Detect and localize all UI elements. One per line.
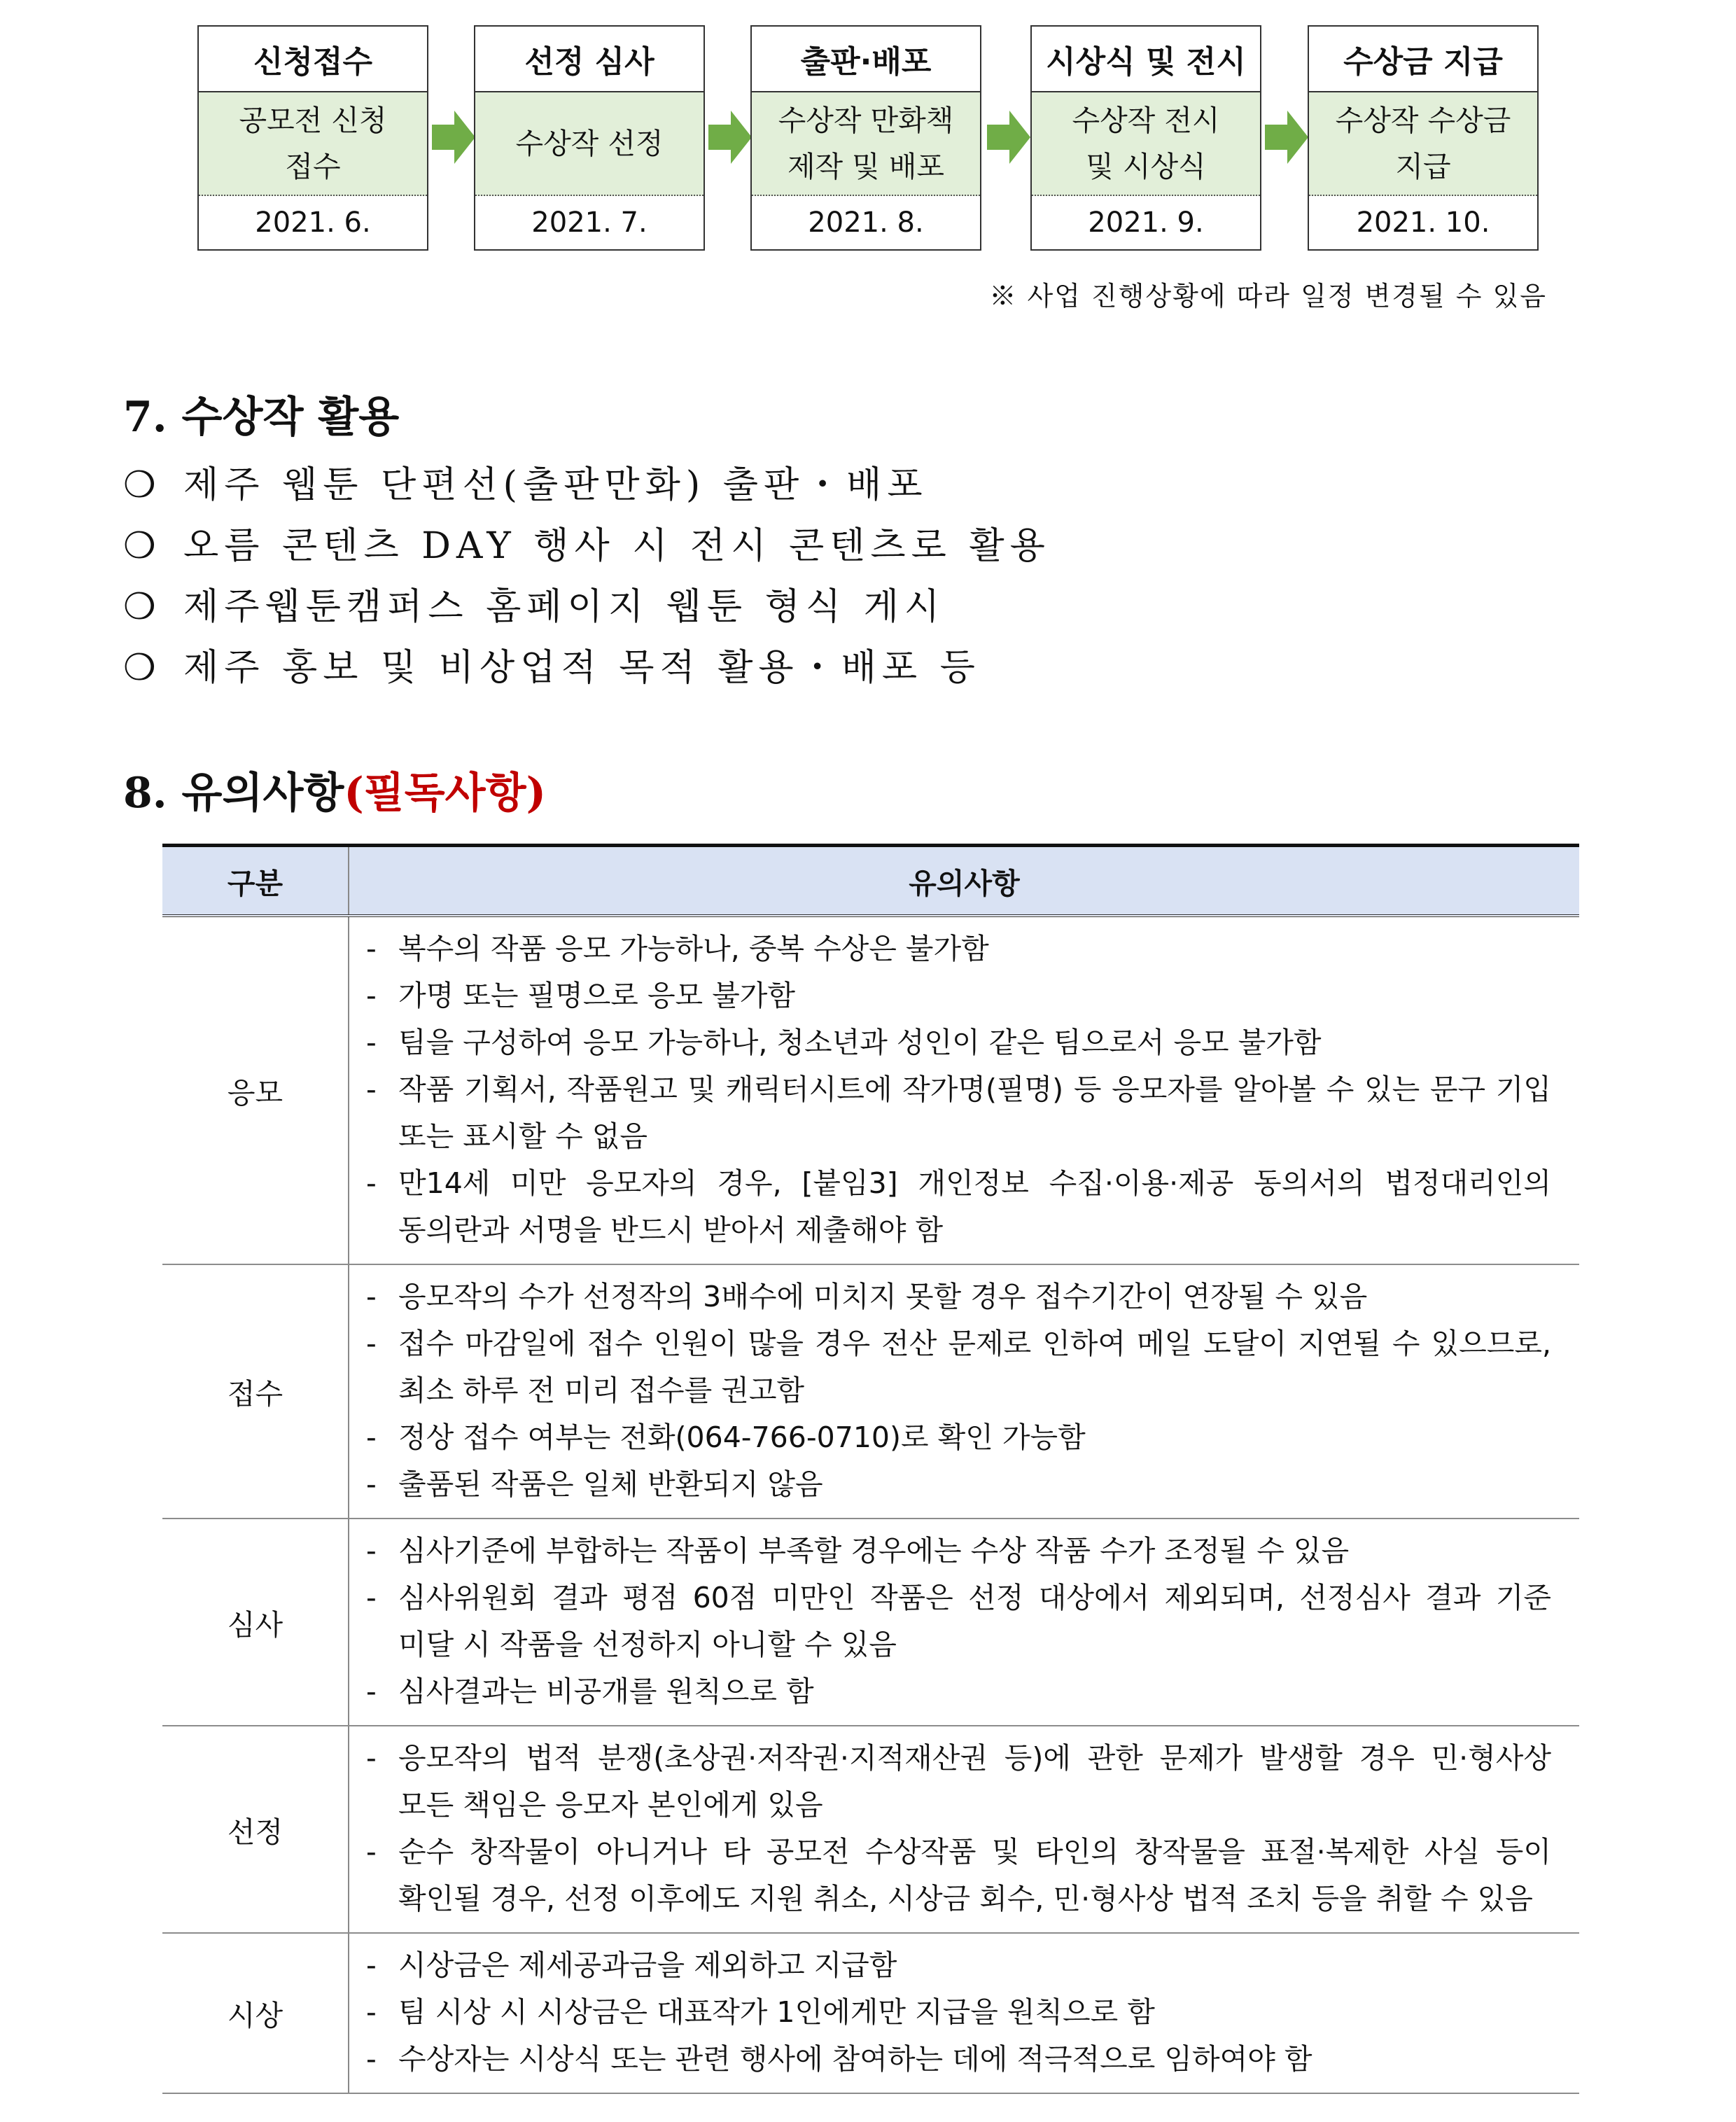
section-7-heading: 7. 수상작 활용 [123,393,400,442]
dash-bullet-icon: - [366,1280,377,1313]
notice-table [162,844,1579,2094]
dash-bullet-icon: - [366,1166,377,1200]
notice-item [366,972,1551,1019]
step-date: 2021. 8. [808,207,924,239]
notice-item [366,2036,1551,2083]
list-item [123,638,1051,699]
arrow-right-icon [987,111,1030,164]
step-title: 신청접수 [199,27,427,92]
notice-item [366,1461,1551,1508]
process-step [750,25,981,251]
table-row [162,916,1579,1264]
notice-item [366,1066,1551,1160]
dash-bullet-icon: - [366,979,377,1012]
section-8-highlight: (필독사항) [344,769,546,818]
notice-item-text: 작품 기획서, 작품원고 및 캐릭터시트에 작가명(필명) 등 응모자를 알아볼 수 있는 문구 기입 또는 표시할 수 없음 [398,1073,1551,1153]
section-8-title: 8. 유의사항 [123,769,344,818]
notice-item-text: 만14세 미만 응모자의 경우, [붙임3] 개인정보 수집·이용·제공 동의서의 법정대리인의 동의란과 서명을 반드시 받아서 제출해야 함 [398,1166,1551,1247]
circle-bullet-icon: ❍ [123,647,156,689]
circle-bullet-icon: ❍ [123,464,156,506]
section-8-heading [123,760,546,820]
dash-bullet-icon: - [366,1073,377,1106]
table-row [162,1264,1579,1519]
step-date: 2021. 7. [531,207,648,239]
row-items [349,1519,1579,1726]
table-header-row [162,846,1579,916]
arrow-right-icon [432,111,475,164]
step-description: 공모전 신청 접수 [199,92,427,196]
row-items [349,916,1579,1264]
notice-item [366,1735,1551,1829]
list-item [123,516,1051,577]
notice-item-text: 출품된 작품은 일체 반환되지 않음 [398,1467,823,1501]
row-items [349,1726,1579,1933]
dash-bullet-icon: - [366,1534,377,1568]
step-description: 수상작 수상금 지급 [1309,92,1537,196]
notice-item [366,1829,1551,1922]
notice-item-text: 응모작의 수가 선정작의 3배수에 미치지 못할 경우 접수기간이 연장될 수 있음 [398,1280,1368,1313]
step-description: 수상작 만화책 제작 및 배포 [752,92,980,196]
process-step [197,25,428,251]
header-category: 구분 [162,846,349,916]
row-category: 응모 [162,916,349,1264]
notice-item-text: 수상자는 시상식 또는 관련 행사에 참여하는 데에 적극적으로 임하여야 함 [398,2042,1312,2076]
process-step [474,25,705,251]
step-title: 출판·배포 [752,27,980,92]
notice-item-text: 응모작의 법적 분쟁(초상권·저작권·지적재산권 등)에 관한 문제가 발생할 경우 민·형사상 모든 책임은 응모자 본인에게 있음 [398,1741,1551,1822]
step-description: 수상작 전시 및 시상식 [1032,92,1260,196]
row-category: 접수 [162,1264,349,1519]
notice-item [366,1989,1551,2036]
step-title: 선정 심사 [475,27,704,92]
row-items [349,1264,1579,1519]
table-row [162,1726,1579,1933]
notice-item [366,1575,1551,1668]
notice-item [366,1160,1551,1254]
header-notice: 유의사항 [349,846,1579,916]
notice-item-text: 팀 시상 시 시상금은 대표작가 1인에게만 지급을 원칙으로 함 [398,1995,1155,2029]
notice-item-text: 순수 창작물이 아니거나 타 공모전 수상작품 및 타인의 창작물을 표절·복제한 사실 등이 확인될 경우, 선정 이후에도 지원 취소, 시상금 회수, 민·형사상 법적 조치 등을 취할 수 있음 [398,1835,1551,1915]
process-step [1030,25,1261,251]
list-item-text: 오름 콘텐츠 DAY 행사 시 전시 콘텐츠로 활용 [183,525,1051,567]
notice-item-text: 시상금은 제세공과금을 제외하고 지급함 [398,1948,897,1982]
dash-bullet-icon: - [366,1948,377,1982]
dash-bullet-icon: - [366,932,377,965]
table-row [162,1519,1579,1726]
process-step [1308,25,1539,251]
notice-item-text: 접수 마감일에 접수 인원이 많을 경우 전산 문제로 인하여 메일 도달이 지연될 수 있으므로, 최소 하루 전 미리 접수를 권고함 [398,1327,1551,1407]
dash-bullet-icon: - [366,1467,377,1501]
notice-item [366,926,1551,972]
schedule-note: ※ 사업 진행상황에 따라 일정 변경될 수 있음 [989,281,1547,312]
notice-item-text: 심사기준에 부합하는 작품이 부족할 경우에는 수상 작품 수가 조정될 수 있음 [398,1534,1350,1568]
dash-bullet-icon: - [366,1581,377,1614]
dash-bullet-icon: - [366,1327,377,1360]
notice-item-text: 복수의 작품 응모 가능하나, 중복 수상은 불가함 [398,932,989,965]
notice-item-text: 심사결과는 비공개를 원칙으로 함 [398,1675,814,1708]
step-title: 수상금 지급 [1309,27,1537,92]
notice-item [366,1528,1551,1575]
dash-bullet-icon: - [366,1026,377,1059]
dash-bullet-icon: - [366,1995,377,2029]
arrow-right-icon [1265,111,1308,164]
row-category: 선정 [162,1726,349,1933]
dash-bullet-icon: - [366,2042,377,2076]
step-description: 수상작 선정 [475,92,704,196]
arrow-right-icon [708,111,752,164]
notice-item-text: 팀을 구성하여 응모 가능하나, 청소년과 성인이 같은 팀으로서 응모 불가함 [398,1026,1322,1059]
notice-item-text: 가명 또는 필명으로 응모 불가함 [398,979,796,1012]
notice-item [366,1320,1551,1414]
table-row [162,1933,1579,2093]
list-item-text: 제주 웹툰 단편선(출판만화) 출판・배포 [183,464,928,506]
list-item [123,577,1051,638]
usage-list [123,455,1051,699]
notice-item [366,1019,1551,1066]
list-item-text: 제주웹툰캠퍼스 홈페이지 웹툰 형식 게시 [183,586,946,628]
notice-item-text: 정상 접수 여부는 전화(064-766-0710)로 확인 가능함 [398,1421,1086,1454]
dash-bullet-icon: - [366,1835,377,1869]
notice-item [366,1668,1551,1715]
notice-item [366,1414,1551,1461]
dash-bullet-icon: - [366,1675,377,1708]
circle-bullet-icon: ❍ [123,586,156,628]
row-category: 시상 [162,1933,349,2093]
row-category: 심사 [162,1519,349,1726]
notice-item [366,1273,1551,1320]
notice-item [366,1942,1551,1989]
row-items [349,1933,1579,2093]
notice-item-text: 심사위원회 결과 평점 60점 미만인 작품은 선정 대상에서 제외되며, 선정심사 결과 기준 미달 시 작품을 선정하지 아니할 수 있음 [398,1581,1551,1661]
step-title: 시상식 및 전시 [1032,27,1260,92]
circle-bullet-icon: ❍ [123,525,156,567]
step-date: 2021. 10. [1356,207,1490,239]
step-date: 2021. 6. [255,207,371,239]
step-date: 2021. 9. [1088,207,1204,239]
dash-bullet-icon: - [366,1421,377,1454]
list-item [123,455,1051,516]
dash-bullet-icon: - [366,1741,377,1775]
list-item-text: 제주 홍보 및 비상업적 목적 활용・배포 등 [183,647,981,689]
